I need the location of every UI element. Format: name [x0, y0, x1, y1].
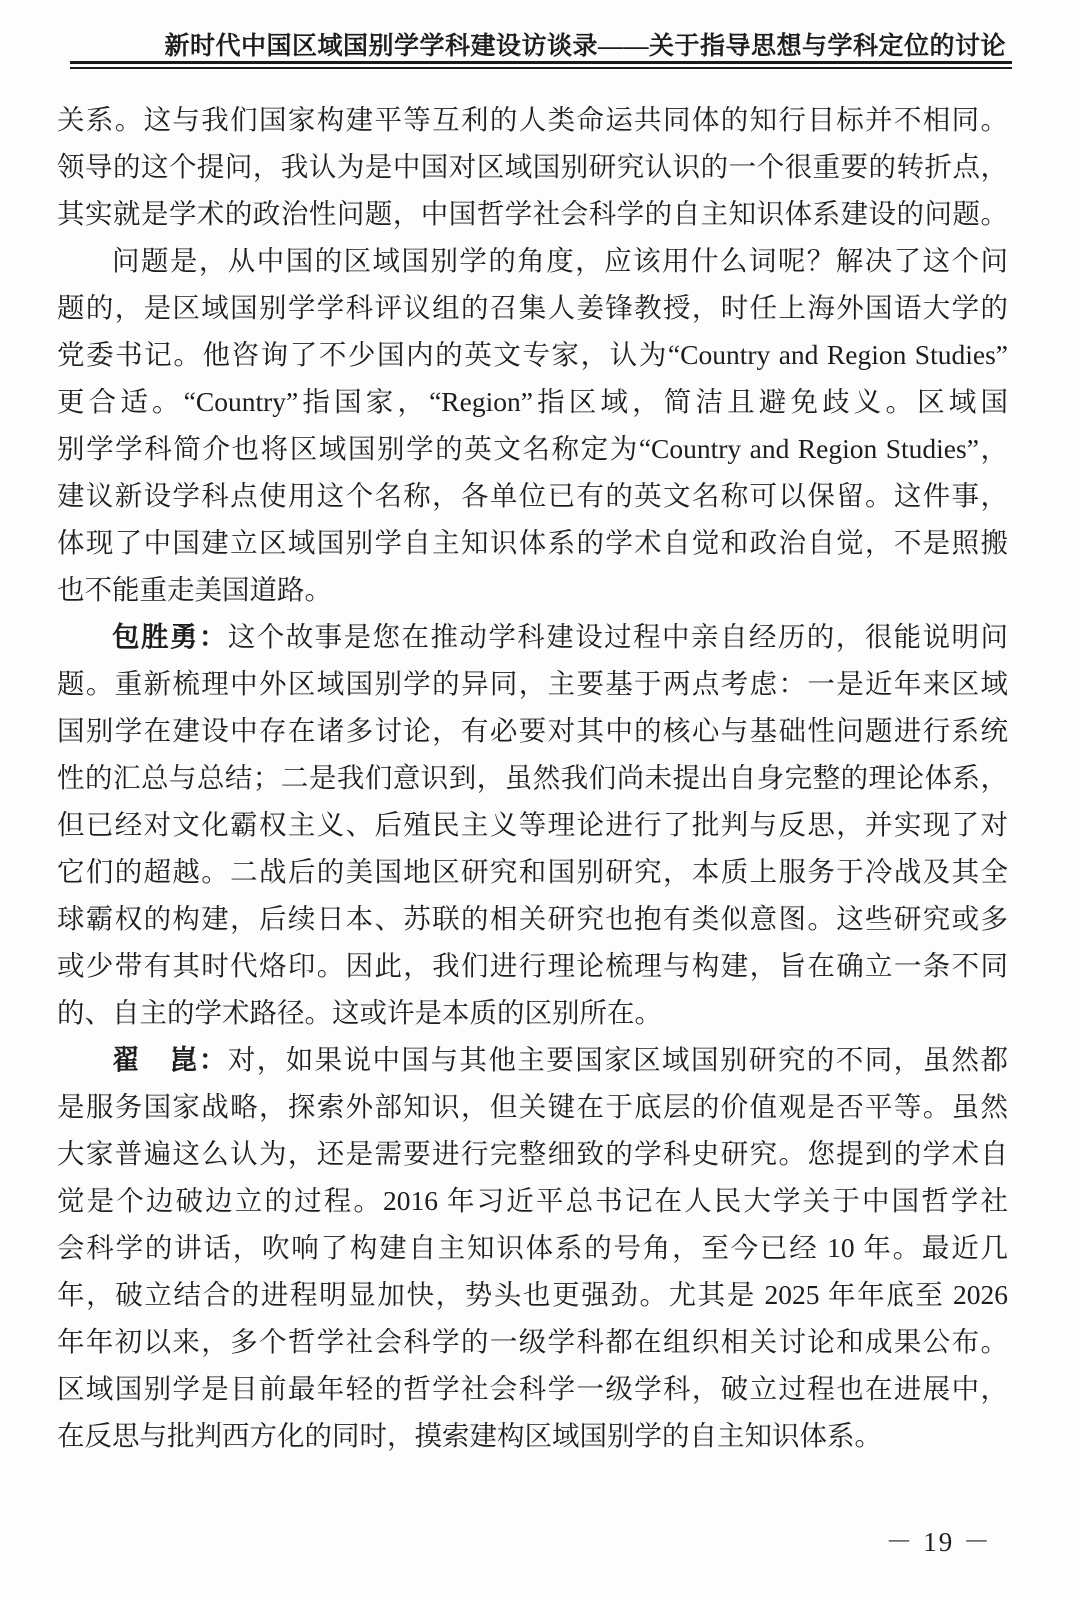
text-line	[57, 1036, 1008, 1083]
text-line: 题的，是区域国别学学科评议组的召集人姜锋教授，时任上海外国语大学的	[57, 292, 1008, 323]
text-line: 的、自主的学术路径。这或许是本质的区别所在。	[57, 997, 662, 1028]
speaker-name: 翟 崑：	[112, 1044, 228, 1075]
text-line: 别学学科简介也将区域国别学的英文名称定为“Country and Region Studies”，	[57, 433, 1008, 464]
header-rule-thick	[70, 61, 1012, 64]
text-line: 是服务国家战略，探索外部知识，但关键在于底层的价值观是否平等。虽然	[57, 1091, 1008, 1122]
text-line: 性的汇总与总结；二是我们意识到，虽然我们尚未提出自身完整的理论体系，	[57, 762, 1008, 793]
line-text: 这个故事是您在推动学科建设过程中亲自经历的，很能说明问	[227, 621, 1008, 652]
running-header-title: 新时代中国区域国别学学科建设访谈录——关于指导思想与学科定位的讨论	[164, 33, 1006, 60]
paragraph-speaker-zhai	[57, 1036, 1008, 1459]
text-line: 但已经对文化霸权主义、后殖民主义等理论进行了批判与反思，并实现了对	[57, 809, 1008, 840]
page-number: － 19 －	[885, 1527, 992, 1557]
paragraph-speaker-bao	[57, 613, 1008, 1036]
paragraph	[57, 237, 1008, 613]
text-line: 年年初以来，多个哲学社会科学的一级学科都在组织相关讨论和成果公布。	[57, 1326, 1008, 1357]
paragraph	[57, 96, 1008, 237]
text-line: 也不能重走美国道路。	[57, 574, 332, 605]
body-text	[57, 96, 1008, 1459]
line-text: 对，如果说中国与其他主要国家区域国别研究的不同，虽然都	[227, 1044, 1008, 1075]
text-line: 大家普遍这么认为，还是需要进行完整细致的学科史研究。您提到的学术自	[57, 1138, 1008, 1169]
text-line: 其实就是学术的政治性问题，中国哲学社会科学的自主知识体系建设的问题。	[57, 198, 1008, 229]
text-line: 题。重新梳理中外区域国别学的异同，主要基于两点考虑：一是近年来区域	[57, 668, 1008, 699]
text-line: 在反思与批判西方化的同时，摸索建构区域国别学的自主知识体系。	[57, 1420, 882, 1451]
text-line: 年，破立结合的进程明显加快，势头也更强劲。尤其是 2025 年年底至 2026	[57, 1279, 1008, 1310]
text-line	[57, 613, 1008, 660]
text-line: 觉是个边破边立的过程。2016 年习近平总书记在人民大学关于中国哲学社	[57, 1185, 1008, 1216]
text-line: 或少带有其时代烙印。因此，我们进行理论梳理与构建，旨在确立一条不同	[57, 950, 1008, 981]
speaker-name: 包胜勇：	[112, 621, 228, 652]
text-line: 领导的这个提问，我认为是中国对区域国别研究认识的一个很重要的转折点，	[57, 151, 1008, 182]
text-line: 关系。这与我们国家构建平等互利的人类命运共同体的知行目标并不相同。	[57, 104, 1008, 135]
text-line: 球霸权的构建，后续日本、苏联的相关研究也抱有类似意图。这些研究或多	[57, 903, 1008, 934]
text-line: 更合适。“Country”指国家，“Region”指区域，简洁且避免歧义。区域国	[57, 386, 1008, 417]
text-line: 体现了中国建立区域国别学自主知识体系的学术自觉和政治自觉，不是照搬	[57, 527, 1008, 558]
text-line: 区域国别学是目前最年轻的哲学社会科学一级学科，破立过程也在进展中，	[57, 1373, 1008, 1404]
text-line: 党委书记。他咨询了不少国内的英文专家，认为“Country and Region Studies”	[57, 339, 1008, 370]
header-rule-thin	[70, 67, 1012, 69]
text-line: 问题是，从中国的区域国别学的角度，应该用什么词呢？解决了这个问	[112, 245, 1008, 276]
text-line: 国别学在建设中存在诸多讨论，有必要对其中的核心与基础性问题进行系统	[57, 715, 1008, 746]
text-line: 会科学的讲话，吹响了构建自主知识体系的号角，至今已经 10 年。最近几	[57, 1232, 1008, 1263]
text-line: 它们的超越。二战后的美国地区研究和国别研究，本质上服务于冷战及其全	[57, 856, 1008, 887]
text-line: 建议新设学科点使用这个名称，各单位已有的英文名称可以保留。这件事，	[57, 480, 1008, 511]
